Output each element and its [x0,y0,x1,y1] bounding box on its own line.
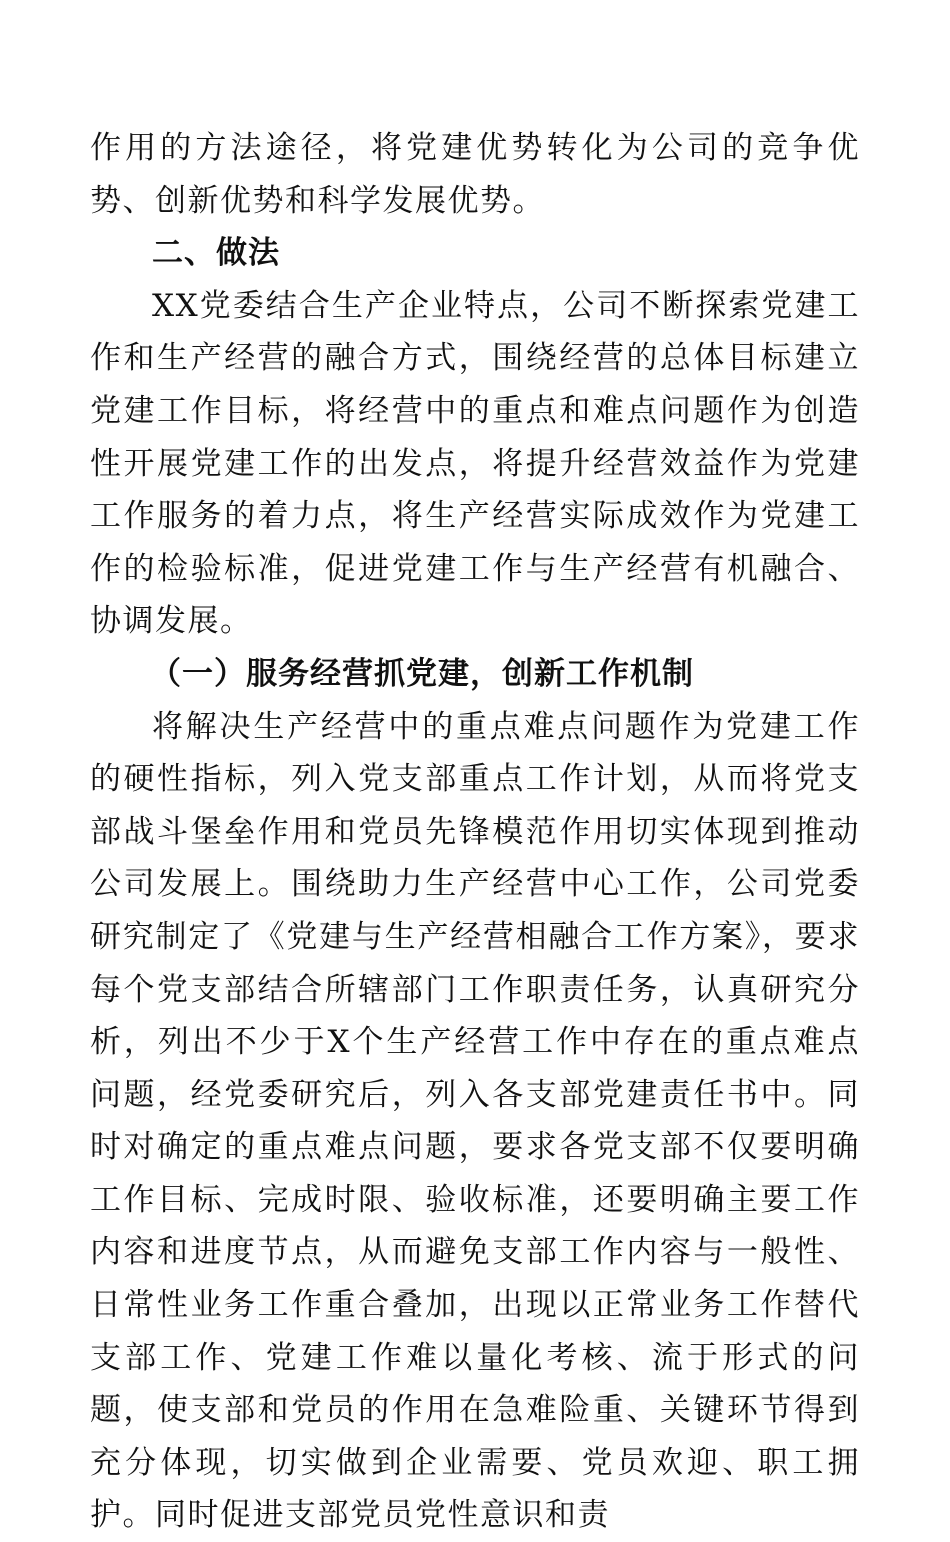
body-paragraph: XX党委结合生产企业特点，公司不断探索党建工作和生产经营的融合方式，围绕经营的总体目标建立党建工作目标，将经营中的重点和难点问题作为创造性开展党建工作的出发点，将提升经营效益作为党建工作服务的着力点，将生产经营实际成效作为党建工作的检验标准，促进党建工作与生产经营有机融合、协调发展。 [90,287,860,640]
body-paragraph: 作用的方法途径，将党建优势转化为公司的竞争优势、创新优势和科学发展优势。 [90,130,860,219]
section-heading: 二、做法 [152,235,280,272]
subsection-heading: （一）服务经营抓党建，创新工作机制 [150,655,694,692]
document-body [90,122,860,1542]
body-paragraph: 将解决生产经营中的重点难点问题作为党建工作的硬性指标，列入党支部重点工作计划，从而将党支部战斗堡垒作用和党员先锋模范作用切实体现到推动公司发展上。围绕助力生产经营中心工作，公司党委研究制定了《党建与生产经营相融合工作方案》，要求每个党支部结合所辖部门工作职责任务，认真研究分析，列出不少于X个生产经营工作中存在的重点难点问题，经党委研究后，列入各支部党建责任书中。同时对确定的重点难点问题，要求各党支部不仅要明确工作目标、完成时限、验收标准，还要明确主要工作内容和进度节点，从而避免支部工作内容与一般性、日常性业务工作重合叠加，出现以正常业务工作替代支部工作、党建工作难以量化考核、流于形式的问题，使支部和党员的作用在急难险重、关键环节得到充分体现，切实做到企业需要、党员欢迎、职工拥护。同时促进支部党员党性意识和责 [90,708,860,1534]
